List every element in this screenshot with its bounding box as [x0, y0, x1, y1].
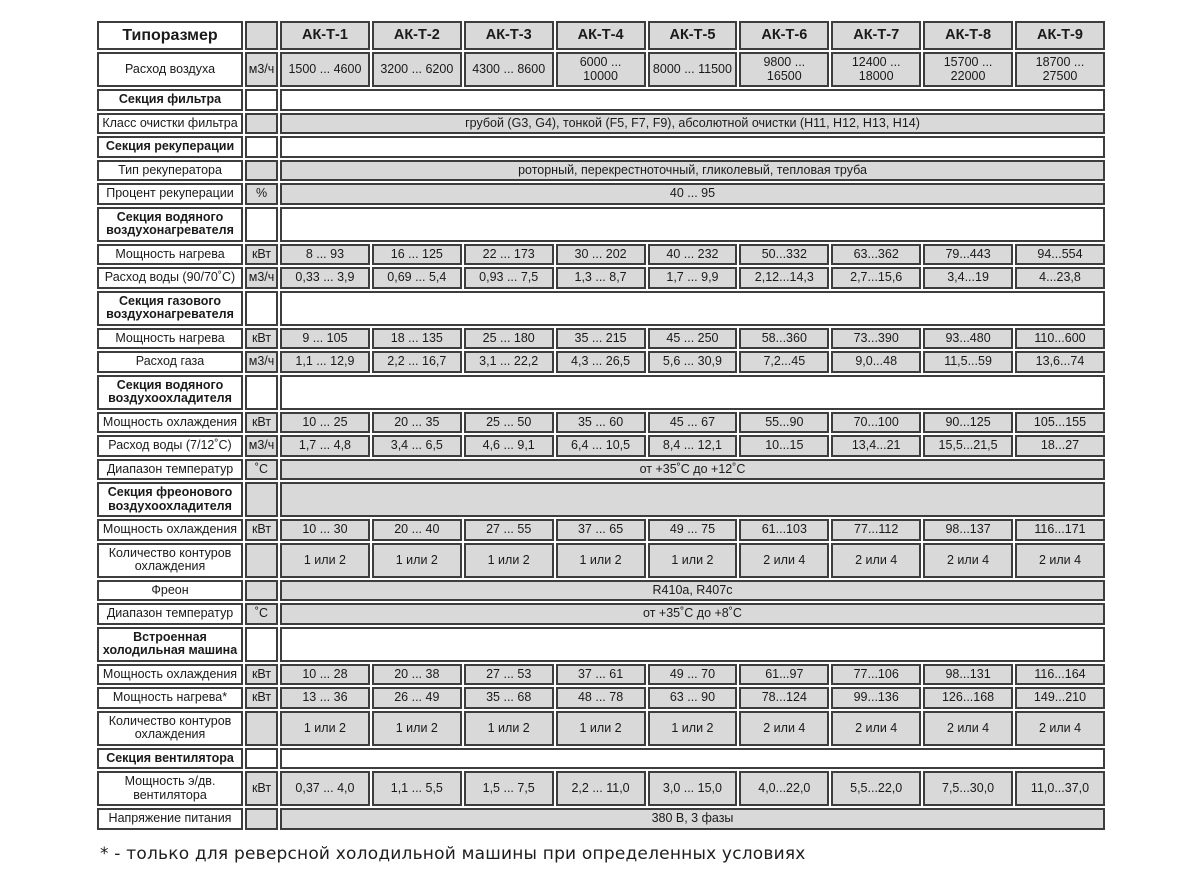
- table-row: [97, 603, 1105, 625]
- row-label-cell: Секция рекуперации: [97, 136, 243, 158]
- table-row: [97, 771, 1105, 806]
- value-cell: 15700 ... 22000: [923, 52, 1013, 87]
- unit-cell: %: [245, 183, 278, 205]
- unit-cell: [245, 113, 278, 135]
- row-label-cell: Секция фреонового воздухоохладителя: [97, 482, 243, 517]
- model-header-cell-7: АК-Т-7: [831, 21, 921, 50]
- unit-cell: [245, 375, 278, 410]
- value-cell: 3,0 ... 15,0: [648, 771, 738, 806]
- table-row: [97, 328, 1105, 350]
- unit-header-cell: [245, 21, 278, 50]
- value-cell: 5,6 ... 30,9: [648, 351, 738, 373]
- value-cell: 25 ... 50: [464, 412, 554, 434]
- row-label-cell: Диапазон температур: [97, 603, 243, 625]
- unit-cell: [245, 160, 278, 182]
- value-cell: 1 или 2: [648, 711, 738, 746]
- row-label-cell: Напряжение питания: [97, 808, 243, 830]
- value-cell: 37 ... 65: [556, 519, 646, 541]
- value-cell: 0,69 ... 5,4: [372, 267, 462, 289]
- unit-cell: кВт: [245, 664, 278, 686]
- value-cell: 4...23,8: [1015, 267, 1105, 289]
- value-cell: 16 ... 125: [372, 244, 462, 266]
- unit-cell: [245, 207, 278, 242]
- span-value-cell: R410a, R407c: [280, 580, 1105, 602]
- section-span-cell: [280, 89, 1105, 111]
- value-cell: 9,0...48: [831, 351, 921, 373]
- footnote: * - только для реверсной холодильной машины при определенных условиях: [100, 844, 806, 864]
- row-label-cell: Фреон: [97, 580, 243, 602]
- table-row: [97, 244, 1105, 266]
- unit-cell: кВт: [245, 519, 278, 541]
- value-cell: 26 ... 49: [372, 687, 462, 709]
- value-cell: 35 ... 68: [464, 687, 554, 709]
- table-row: [97, 267, 1105, 289]
- section-row: [97, 375, 1105, 410]
- value-cell: 5,5...22,0: [831, 771, 921, 806]
- unit-cell: кВт: [245, 771, 278, 806]
- value-cell: 2 или 4: [1015, 711, 1105, 746]
- value-cell: 73...390: [831, 328, 921, 350]
- value-cell: 58...360: [739, 328, 829, 350]
- value-cell: 20 ... 38: [372, 664, 462, 686]
- value-cell: 79...443: [923, 244, 1013, 266]
- unit-cell: ˚С: [245, 603, 278, 625]
- row-label-cell: Количество контуров охлаждения: [97, 543, 243, 578]
- row-label-cell: Тип рекуператора: [97, 160, 243, 182]
- section-row: [97, 89, 1105, 111]
- section-row: [97, 291, 1105, 326]
- value-cell: 1 или 2: [372, 711, 462, 746]
- model-header-cell-2: АК-Т-2: [372, 21, 462, 50]
- value-cell: 27 ... 53: [464, 664, 554, 686]
- value-cell: 11,5...59: [923, 351, 1013, 373]
- section-span-cell: [280, 375, 1105, 410]
- span-value-cell: от +35˚С до +8˚С: [280, 603, 1105, 625]
- unit-cell: [245, 808, 278, 830]
- span-value-cell: от +35˚С до +12˚С: [280, 459, 1105, 481]
- value-cell: 4,3 ... 26,5: [556, 351, 646, 373]
- spec-table-body: [97, 52, 1105, 830]
- unit-cell: [245, 748, 278, 770]
- unit-cell: [245, 711, 278, 746]
- row-label-cell: Диапазон температур: [97, 459, 243, 481]
- table-row: [97, 435, 1105, 457]
- value-cell: 49 ... 70: [648, 664, 738, 686]
- span-value-cell: 40 ... 95: [280, 183, 1105, 205]
- value-cell: 10...15: [739, 435, 829, 457]
- value-cell: 1 или 2: [464, 543, 554, 578]
- value-cell: 48 ... 78: [556, 687, 646, 709]
- value-cell: 0,37 ... 4,0: [280, 771, 370, 806]
- value-cell: 35 ... 215: [556, 328, 646, 350]
- value-cell: 105...155: [1015, 412, 1105, 434]
- section-row: [97, 207, 1105, 242]
- table-row: [97, 52, 1105, 87]
- row-label-cell: Секция водяного воздухонагревателя: [97, 207, 243, 242]
- model-header-cell-6: АК-Т-6: [739, 21, 829, 50]
- unit-cell: кВт: [245, 328, 278, 350]
- table-row: [97, 113, 1105, 135]
- value-cell: 6000 ... 10000: [556, 52, 646, 87]
- value-cell: 6,4 ... 10,5: [556, 435, 646, 457]
- value-cell: 2,7...15,6: [831, 267, 921, 289]
- value-cell: 1 или 2: [372, 543, 462, 578]
- value-cell: 30 ... 202: [556, 244, 646, 266]
- value-cell: 0,93 ... 7,5: [464, 267, 554, 289]
- section-span-cell: [280, 207, 1105, 242]
- value-cell: 3,4...19: [923, 267, 1013, 289]
- row-label-cell: Мощность э/дв. вентилятора: [97, 771, 243, 806]
- value-cell: 8000 ... 11500: [648, 52, 738, 87]
- row-label-cell: Мощность нагрева: [97, 328, 243, 350]
- row-label-cell: Процент рекуперации: [97, 183, 243, 205]
- value-cell: 18700 ... 27500: [1015, 52, 1105, 87]
- value-cell: 116...171: [1015, 519, 1105, 541]
- value-cell: 90...125: [923, 412, 1013, 434]
- value-cell: 10 ... 30: [280, 519, 370, 541]
- table-row: [97, 711, 1105, 746]
- table-row: [97, 664, 1105, 686]
- value-cell: 4,0...22,0: [739, 771, 829, 806]
- unit-cell: м3/ч: [245, 52, 278, 87]
- value-cell: 22 ... 173: [464, 244, 554, 266]
- row-label-cell: Класс очистки фильтра: [97, 113, 243, 135]
- value-cell: 1,5 ... 7,5: [464, 771, 554, 806]
- row-label-cell: Секция газового воздухонагревателя: [97, 291, 243, 326]
- row-label-cell: Расход воздуха: [97, 52, 243, 87]
- model-header-cell-3: АК-Т-3: [464, 21, 554, 50]
- value-cell: 49 ... 75: [648, 519, 738, 541]
- spec-table-container: [95, 19, 1107, 832]
- value-cell: 98...131: [923, 664, 1013, 686]
- value-cell: 1,7 ... 4,8: [280, 435, 370, 457]
- row-label-cell: Мощность охлаждения: [97, 412, 243, 434]
- unit-cell: кВт: [245, 412, 278, 434]
- section-row: [97, 482, 1105, 517]
- span-value-cell: роторный, перекрестноточный, гликолевый, тепловая труба: [280, 160, 1105, 182]
- value-cell: 40 ... 232: [648, 244, 738, 266]
- table-row: [97, 160, 1105, 182]
- table-row: [97, 580, 1105, 602]
- row-label-cell: Секция фильтра: [97, 89, 243, 111]
- value-cell: 2 или 4: [831, 711, 921, 746]
- value-cell: 37 ... 61: [556, 664, 646, 686]
- value-cell: 4300 ... 8600: [464, 52, 554, 87]
- value-cell: 50...332: [739, 244, 829, 266]
- model-header-cell-4: АК-Т-4: [556, 21, 646, 50]
- value-cell: 2,12...14,3: [739, 267, 829, 289]
- value-cell: 8,4 ... 12,1: [648, 435, 738, 457]
- value-cell: 2,2 ... 11,0: [556, 771, 646, 806]
- value-cell: 7,2...45: [739, 351, 829, 373]
- unit-cell: [245, 580, 278, 602]
- unit-cell: м3/ч: [245, 267, 278, 289]
- section-span-cell: [280, 291, 1105, 326]
- row-label-cell: Расход газа: [97, 351, 243, 373]
- table-row: [97, 183, 1105, 205]
- value-cell: 10 ... 28: [280, 664, 370, 686]
- unit-cell: [245, 136, 278, 158]
- spec-table: [95, 19, 1107, 832]
- unit-cell: кВт: [245, 244, 278, 266]
- value-cell: 3200 ... 6200: [372, 52, 462, 87]
- value-cell: 126...168: [923, 687, 1013, 709]
- value-cell: 45 ... 67: [648, 412, 738, 434]
- unit-cell: [245, 543, 278, 578]
- value-cell: 13 ... 36: [280, 687, 370, 709]
- value-cell: 0,33 ... 3,9: [280, 267, 370, 289]
- size-header-cell: Типоразмер: [97, 21, 243, 50]
- unit-cell: м3/ч: [245, 351, 278, 373]
- value-cell: 77...112: [831, 519, 921, 541]
- value-cell: 70...100: [831, 412, 921, 434]
- value-cell: 35 ... 60: [556, 412, 646, 434]
- table-row: [97, 412, 1105, 434]
- unit-cell: [245, 482, 278, 517]
- value-cell: 15,5...21,5: [923, 435, 1013, 457]
- model-header-cell-9: АК-Т-9: [1015, 21, 1105, 50]
- value-cell: 9800 ... 16500: [739, 52, 829, 87]
- value-cell: 25 ... 180: [464, 328, 554, 350]
- value-cell: 110...600: [1015, 328, 1105, 350]
- row-label-cell: Мощность охлаждения: [97, 519, 243, 541]
- value-cell: 77...106: [831, 664, 921, 686]
- value-cell: 149...210: [1015, 687, 1105, 709]
- value-cell: 27 ... 55: [464, 519, 554, 541]
- spec-table-head: [97, 21, 1105, 50]
- value-cell: 116...164: [1015, 664, 1105, 686]
- row-label-cell: Мощность нагрева: [97, 244, 243, 266]
- value-cell: 1 или 2: [464, 711, 554, 746]
- row-label-cell: Встроенная холодильная машина: [97, 627, 243, 662]
- span-value-cell: грубой (G3, G4), тонкой (F5, F7, F9), абсолютной очистки (H11, H12, H13, H14): [280, 113, 1105, 135]
- value-cell: 18...27: [1015, 435, 1105, 457]
- table-header-row: [97, 21, 1105, 50]
- row-label-cell: Секция водяного воздухоохладителя: [97, 375, 243, 410]
- table-row: [97, 459, 1105, 481]
- model-header-cell-1: АК-Т-1: [280, 21, 370, 50]
- value-cell: 2 или 4: [739, 711, 829, 746]
- section-row: [97, 748, 1105, 770]
- unit-cell: [245, 89, 278, 111]
- table-row: [97, 543, 1105, 578]
- value-cell: 1 или 2: [648, 543, 738, 578]
- unit-cell: м3/ч: [245, 435, 278, 457]
- value-cell: 3,1 ... 22,2: [464, 351, 554, 373]
- row-label-cell: Секция вентилятора: [97, 748, 243, 770]
- value-cell: 63...362: [831, 244, 921, 266]
- model-header-cell-8: АК-Т-8: [923, 21, 1013, 50]
- value-cell: 8 ... 93: [280, 244, 370, 266]
- section-row: [97, 627, 1105, 662]
- value-cell: 2 или 4: [739, 543, 829, 578]
- value-cell: 1500 ... 4600: [280, 52, 370, 87]
- value-cell: 7,5...30,0: [923, 771, 1013, 806]
- value-cell: 1 или 2: [556, 543, 646, 578]
- value-cell: 20 ... 35: [372, 412, 462, 434]
- value-cell: 9 ... 105: [280, 328, 370, 350]
- value-cell: 11,0...37,0: [1015, 771, 1105, 806]
- value-cell: 18 ... 135: [372, 328, 462, 350]
- value-cell: 98...137: [923, 519, 1013, 541]
- section-span-cell: [280, 136, 1105, 158]
- value-cell: 61...103: [739, 519, 829, 541]
- value-cell: 13,6...74: [1015, 351, 1105, 373]
- value-cell: 4,6 ... 9,1: [464, 435, 554, 457]
- table-row: [97, 351, 1105, 373]
- row-label-cell: Расход воды (90/70˚С): [97, 267, 243, 289]
- unit-cell: [245, 291, 278, 326]
- value-cell: 13,4...21: [831, 435, 921, 457]
- value-cell: 2 или 4: [923, 543, 1013, 578]
- value-cell: 93...480: [923, 328, 1013, 350]
- value-cell: 1,1 ... 5,5: [372, 771, 462, 806]
- value-cell: 3,4 ... 6,5: [372, 435, 462, 457]
- unit-cell: ˚С: [245, 459, 278, 481]
- value-cell: 1 или 2: [280, 711, 370, 746]
- value-cell: 2,2 ... 16,7: [372, 351, 462, 373]
- value-cell: 78...124: [739, 687, 829, 709]
- value-cell: 45 ... 250: [648, 328, 738, 350]
- row-label-cell: Мощность нагрева*: [97, 687, 243, 709]
- value-cell: 12400 ... 18000: [831, 52, 921, 87]
- value-cell: 1 или 2: [280, 543, 370, 578]
- value-cell: 94...554: [1015, 244, 1105, 266]
- value-cell: 2 или 4: [923, 711, 1013, 746]
- table-row: [97, 687, 1105, 709]
- value-cell: 20 ... 40: [372, 519, 462, 541]
- span-value-cell: 380 В, 3 фазы: [280, 808, 1105, 830]
- value-cell: 2 или 4: [1015, 543, 1105, 578]
- table-row: [97, 808, 1105, 830]
- value-cell: 1 или 2: [556, 711, 646, 746]
- section-span-cell: [280, 748, 1105, 770]
- value-cell: 10 ... 25: [280, 412, 370, 434]
- section-row: [97, 136, 1105, 158]
- unit-cell: [245, 627, 278, 662]
- value-cell: 63 ... 90: [648, 687, 738, 709]
- row-label-cell: Мощность охлаждения: [97, 664, 243, 686]
- value-cell: 99...136: [831, 687, 921, 709]
- value-cell: 1,1 ... 12,9: [280, 351, 370, 373]
- section-span-cell: [280, 627, 1105, 662]
- row-label-cell: Расход воды (7/12˚С): [97, 435, 243, 457]
- value-cell: 55...90: [739, 412, 829, 434]
- value-cell: 1,3 ... 8,7: [556, 267, 646, 289]
- value-cell: 61...97: [739, 664, 829, 686]
- section-span-cell: [280, 482, 1105, 517]
- model-header-cell-5: АК-Т-5: [648, 21, 738, 50]
- value-cell: 2 или 4: [831, 543, 921, 578]
- row-label-cell: Количество контуров охлаждения: [97, 711, 243, 746]
- unit-cell: кВт: [245, 687, 278, 709]
- value-cell: 1,7 ... 9,9: [648, 267, 738, 289]
- table-row: [97, 519, 1105, 541]
